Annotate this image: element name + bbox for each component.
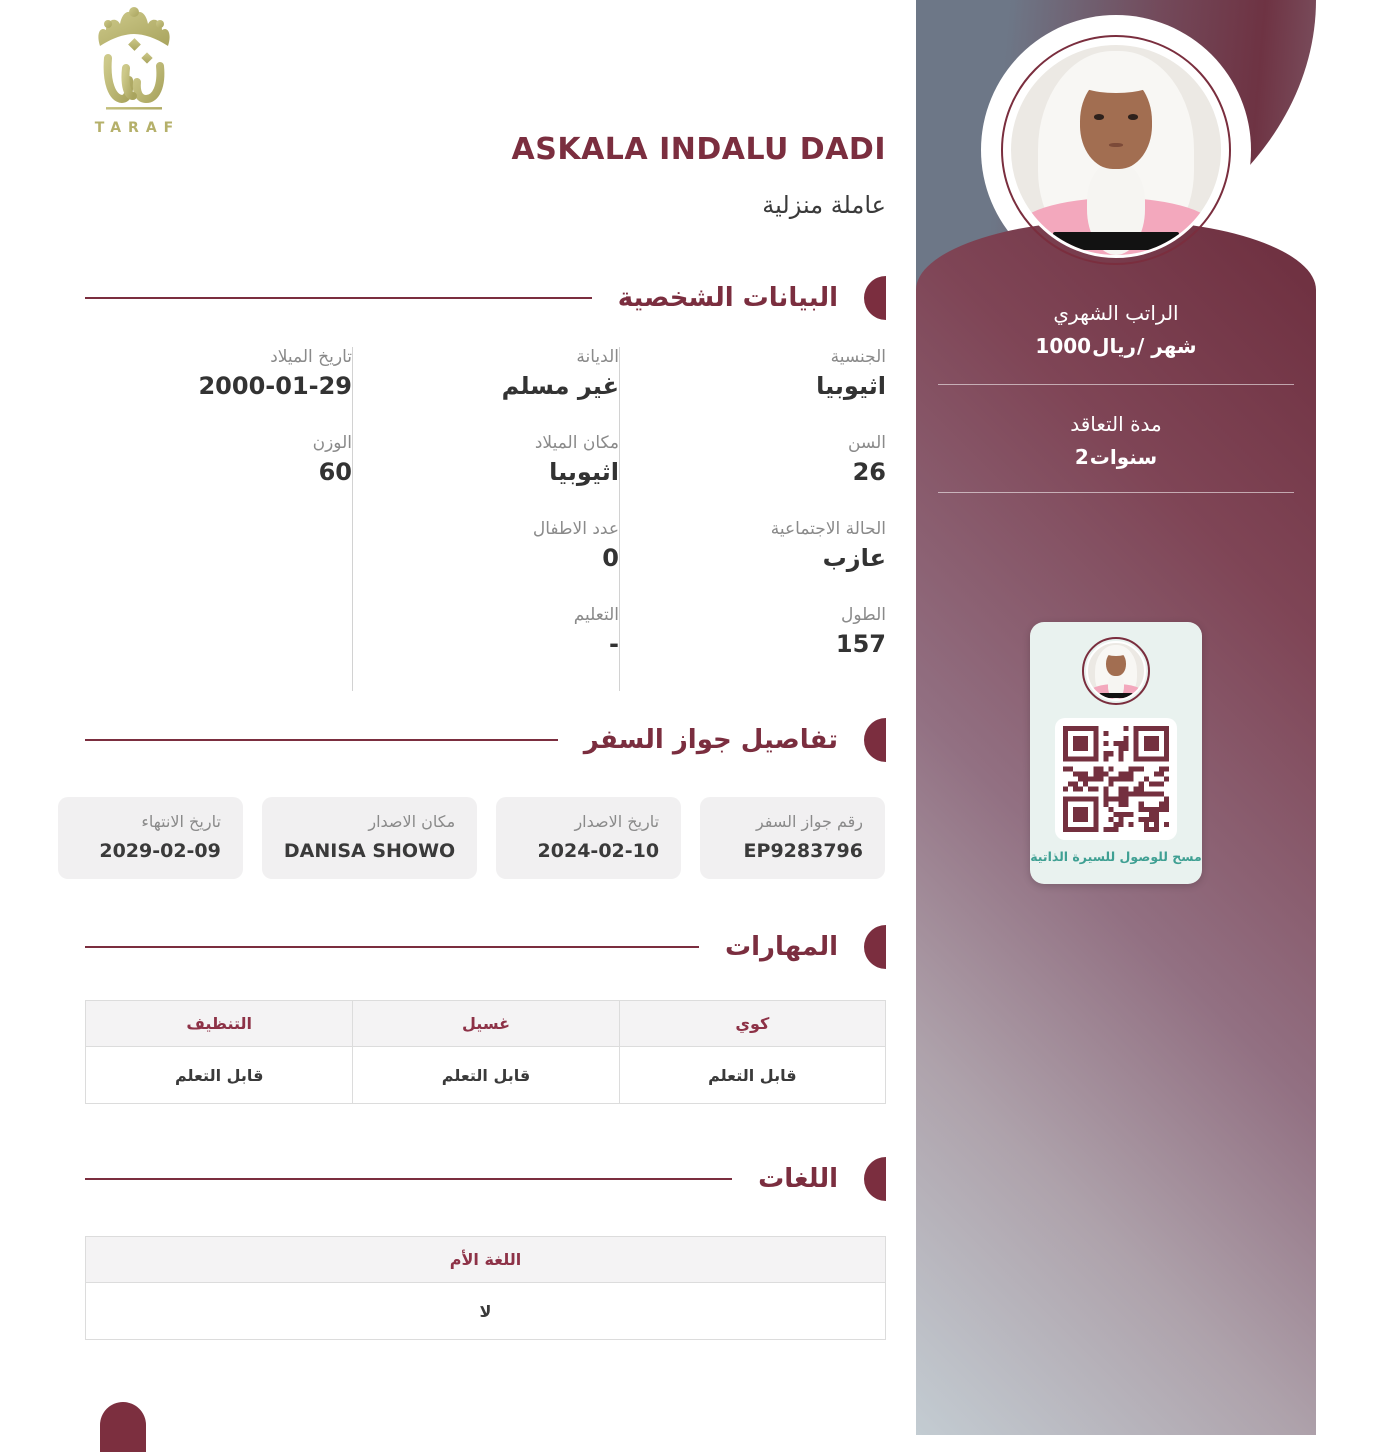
field-value: عازب — [822, 544, 886, 572]
field-value: 2000-01-29 — [198, 372, 352, 400]
field-label: الحالة الاجتماعية — [770, 519, 886, 539]
skill-header-cleaning: التنظيف — [186, 1014, 253, 1033]
skills-table-header — [86, 1001, 885, 1047]
field-birthplace — [389, 433, 619, 494]
field-label: الديانة — [576, 347, 619, 367]
qr-card — [1030, 622, 1202, 884]
avatar-photo-banner — [1099, 693, 1133, 698]
field-education — [389, 605, 619, 666]
card-label: تاريخ الاصدار — [574, 812, 660, 831]
skill-value-washing: قابل التعلم — [352, 1047, 618, 1103]
card-value: DANISA SHOWO — [283, 840, 456, 862]
section-disc-icon — [864, 1157, 886, 1201]
avatar-photo-banner — [1053, 232, 1179, 250]
section-disc-icon — [864, 276, 886, 320]
field-label: التعليم — [573, 605, 619, 625]
candidate-job-title: عاملة منزلية — [762, 191, 886, 219]
section-title: تفاصيل جواز السفر — [583, 725, 838, 755]
field-label: الجنسية — [830, 347, 886, 367]
salary-label: الراتب الشهري — [1053, 301, 1179, 325]
skills-table-row — [86, 1047, 885, 1103]
personal-column-1 — [619, 347, 886, 691]
skills-table — [85, 1000, 886, 1104]
section-title: المهارات — [724, 932, 838, 962]
bottom-arch-decoration — [100, 1402, 146, 1452]
contract-label: مدة التعاقد — [1070, 412, 1162, 436]
field-value: 60 — [318, 458, 352, 486]
contract-unit: سنوات — [1089, 445, 1158, 469]
candidate-photo — [1001, 35, 1231, 265]
field-label: مكان الميلاد — [534, 433, 619, 453]
card-label: رقم جواز السفر — [755, 812, 863, 831]
avatar-eye — [1128, 114, 1139, 119]
avatar-eye — [1094, 114, 1105, 119]
sidebar-divider — [938, 384, 1294, 385]
skill-header-ironing: كوي — [619, 1001, 885, 1046]
section-passport-header — [85, 718, 886, 762]
field-label: عدد الاطفال — [532, 519, 619, 539]
section-disc-icon — [864, 718, 886, 762]
language-header-mother-tongue: اللغة الأم — [449, 1250, 522, 1269]
taraf-logo — [84, 6, 184, 136]
field-value: - — [609, 630, 619, 658]
section-line — [85, 297, 592, 299]
contract-value — [916, 445, 1316, 469]
qr-code — [1055, 718, 1177, 840]
field-label: الوزن — [312, 433, 352, 453]
candidate-name: ASKALA INDALU DADI — [511, 132, 886, 167]
languages-table — [85, 1236, 886, 1340]
field-height — [656, 605, 886, 666]
passport-issue-date-card — [496, 797, 681, 879]
logo-wordmark: TARAF — [94, 120, 181, 136]
qr-mini-photo — [1082, 637, 1150, 705]
field-nationality — [656, 347, 886, 408]
passport-expiry-date-card — [58, 797, 243, 879]
section-line — [85, 1178, 732, 1180]
field-value: غير مسلم — [501, 372, 619, 400]
card-label: مكان الاصدار — [368, 812, 456, 831]
avatar-hijab-band — [1105, 649, 1127, 656]
sidebar-divider — [938, 492, 1294, 493]
section-line — [85, 739, 558, 741]
field-weight — [121, 433, 352, 494]
qr-caption: مسح للوصول للسيرة الذاتية — [1030, 849, 1202, 864]
qr-code-icon — [1063, 726, 1169, 832]
section-personal-header — [85, 276, 886, 320]
salary-amount: 1000 — [1035, 334, 1092, 358]
card-value: EP9283796 — [743, 840, 863, 862]
personal-column-2 — [352, 347, 619, 691]
field-marital-status — [656, 519, 886, 580]
personal-data-grid — [85, 347, 886, 691]
languages-table-row — [86, 1283, 885, 1339]
skill-value-cleaning: قابل التعلم — [174, 1065, 264, 1085]
field-religion — [389, 347, 619, 408]
field-value: اثيوبيا — [549, 458, 619, 486]
avatar — [1008, 42, 1224, 258]
field-birthdate — [121, 347, 352, 408]
salary-value — [916, 334, 1316, 358]
skill-header-washing: غسيل — [352, 1001, 618, 1046]
passport-number-card — [700, 797, 885, 879]
section-title: اللغات — [758, 1164, 838, 1194]
passport-issue-place-card — [262, 797, 477, 879]
field-label: تاريخ الميلاد — [270, 347, 352, 367]
card-label: تاريخ الانتهاء — [141, 812, 221, 831]
section-skills-header — [85, 925, 886, 969]
card-value: 2024-02-10 — [537, 840, 660, 862]
salary-per: / شهر — [1136, 334, 1197, 358]
field-age — [656, 433, 886, 494]
contract-amount: 2 — [1074, 445, 1089, 469]
field-label: السن — [847, 433, 886, 453]
sidebar — [916, 0, 1316, 1435]
avatar-mini — [1086, 641, 1146, 701]
personal-column-3 — [85, 347, 352, 691]
field-label: الطول — [841, 605, 886, 625]
language-value-mother-tongue: لا — [479, 1301, 492, 1321]
salary-unit: ريال — [1092, 334, 1136, 358]
card-value: 2029-02-09 — [99, 840, 221, 862]
field-value: 157 — [835, 630, 886, 658]
skill-value-ironing: قابل التعلم — [619, 1047, 885, 1103]
section-line — [85, 946, 699, 948]
section-disc-icon — [864, 925, 886, 969]
languages-table-header — [86, 1237, 885, 1283]
field-value: اثيوبيا — [816, 372, 886, 400]
avatar-mouth — [1109, 143, 1124, 147]
crown-calligraphy-icon — [86, 6, 182, 118]
field-value: 0 — [602, 544, 619, 572]
passport-cards — [58, 797, 885, 879]
section-title: البيانات الشخصية — [617, 283, 838, 313]
field-value: 26 — [852, 458, 886, 486]
section-languages-header — [85, 1157, 886, 1201]
field-children — [389, 519, 619, 580]
